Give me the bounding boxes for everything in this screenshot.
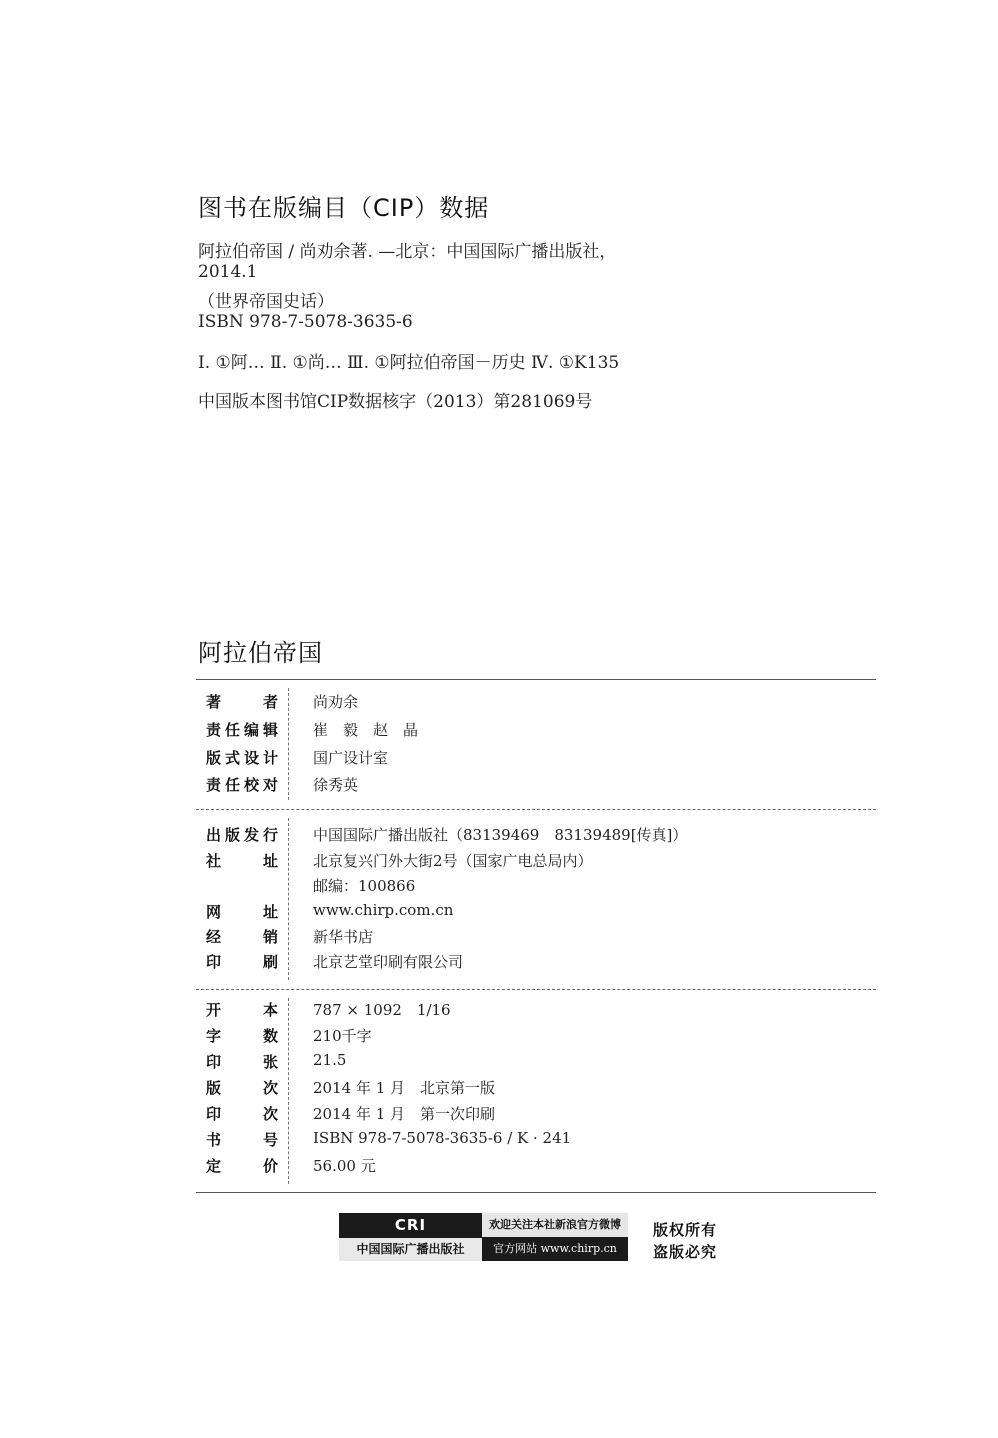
- info-label-char: 号: [262, 1131, 278, 1149]
- info-value: 2014 年 1 月 第一次印刷: [313, 1105, 496, 1123]
- weibo-text: 欢迎关注本社新浪官方微博: [482, 1213, 628, 1237]
- cip-line-record-number: 中国版本图书馆CIP数据核字（2013）第281069号: [198, 392, 593, 412]
- publisher-logo: [339, 1213, 482, 1261]
- info-label-char: 定: [206, 1157, 222, 1175]
- info-label-char: 销: [262, 928, 278, 946]
- info-label-char: 对: [262, 776, 278, 794]
- info-label-char: 著: [206, 693, 222, 711]
- cip-title: 图书在版编目（CIP）数据: [198, 194, 490, 222]
- info-label: [206, 926, 278, 947]
- info-label: [206, 999, 278, 1020]
- info-value: 21.5: [313, 1051, 347, 1069]
- info-label-char: 出: [206, 826, 222, 844]
- info-label: [206, 951, 278, 972]
- info-label-char: 刷: [262, 953, 278, 971]
- info-label-char: 次: [262, 1105, 278, 1123]
- info-label-char: 字: [206, 1027, 222, 1045]
- info-label-char: 张: [262, 1053, 278, 1071]
- info-value: 尚劝余: [313, 693, 359, 711]
- info-label-char: 行: [262, 826, 278, 844]
- info-label-char: 书: [206, 1131, 222, 1149]
- info-label-char: 址: [262, 903, 278, 921]
- info-label: [206, 774, 278, 795]
- info-label-char: 责: [206, 721, 222, 739]
- cip-line-title-author: 阿拉伯帝国 / 尚劝余著. —北京：中国国际广播出版社，: [198, 242, 617, 262]
- info-label: [206, 1025, 278, 1046]
- info-value: 北京艺堂印刷有限公司: [313, 953, 464, 971]
- info-value: 2014 年 1 月 北京第一版: [313, 1079, 496, 1097]
- info-value: 北京复兴门外大街2号（国家广电总局内）: [313, 852, 593, 870]
- info-label-char: 社: [206, 852, 222, 870]
- copyright-notice: 版权所有: [653, 1221, 718, 1239]
- info-value: 210千字: [313, 1027, 372, 1045]
- cip-line-series: （世界帝国史话）: [198, 292, 334, 312]
- publisher-contact-box: [482, 1213, 628, 1261]
- cip-line-date: 2014.1: [198, 262, 258, 282]
- info-label-char: 印: [206, 953, 222, 971]
- cip-line-classification: Ⅰ. ①阿… Ⅱ. ①尚… Ⅲ. ①阿拉伯帝国－历史 Ⅳ. ①K135: [198, 353, 620, 373]
- info-label-char: 址: [262, 852, 278, 870]
- info-value: 崔 毅 赵 晶: [313, 721, 419, 739]
- info-label-char: 网: [206, 903, 222, 921]
- info-label-char: 经: [206, 928, 222, 946]
- info-label-char: 计: [262, 749, 278, 767]
- info-label-char: 次: [262, 1079, 278, 1097]
- info-label: [206, 1051, 278, 1072]
- info-value: 中国国际广播出版社（83139469 83139489[传真]）: [313, 826, 688, 844]
- info-label-char: 发: [243, 826, 259, 844]
- info-label-char: 印: [206, 1053, 222, 1071]
- info-label-char: 版: [206, 1079, 222, 1097]
- info-label: [206, 691, 278, 712]
- cip-line-isbn: ISBN 978-7-5078-3635-6: [198, 312, 413, 332]
- info-label-char: 数: [262, 1027, 278, 1045]
- top-rule: [196, 679, 876, 680]
- info-label: [206, 1155, 278, 1176]
- info-label-char: 者: [262, 693, 278, 711]
- info-label: [206, 1129, 278, 1150]
- info-label: [206, 719, 278, 740]
- info-label-char: 开: [206, 1001, 222, 1019]
- info-label: [206, 824, 278, 845]
- info-label: [206, 901, 278, 922]
- info-label-char: 辑: [262, 721, 278, 739]
- section-divider-1: [196, 809, 876, 810]
- info-label-char: 责: [206, 776, 222, 794]
- info-label: [206, 1103, 278, 1124]
- website-text: 官方网站 www.chirp.cn: [482, 1237, 628, 1261]
- cri-logo-mark: CRI: [394, 1216, 427, 1234]
- info-label-char: 本: [262, 1001, 278, 1019]
- info-label-char: 式: [224, 749, 240, 767]
- publisher-logo-name: 中国国际广播出版社: [339, 1238, 482, 1261]
- section-divider-2: [196, 989, 876, 990]
- info-label-char: 价: [262, 1157, 278, 1175]
- info-value: ISBN 978-7-5078-3635-6 / K · 241: [313, 1129, 572, 1147]
- info-label: [206, 747, 278, 768]
- info-label-char: 任: [224, 721, 240, 739]
- info-label: [206, 1077, 278, 1098]
- piracy-notice: 盗版必究: [653, 1243, 718, 1261]
- column-divider-2: [288, 818, 289, 980]
- book-title: 阿拉伯帝国: [198, 639, 323, 667]
- info-label-char: 任: [224, 776, 240, 794]
- info-label: [206, 850, 278, 871]
- info-label-char: 设: [243, 749, 259, 767]
- info-value: www.chirp.com.cn: [313, 901, 454, 919]
- info-value: 56.00 元: [313, 1157, 376, 1175]
- column-divider-3: [288, 998, 289, 1184]
- info-label-char: 版: [224, 826, 240, 844]
- info-value: 787 × 1092 1/16: [313, 1001, 451, 1019]
- info-value: 新华书店: [313, 928, 374, 946]
- info-value: 邮编：100866: [313, 877, 416, 895]
- bottom-rule: [196, 1192, 876, 1193]
- info-label-char: 编: [243, 721, 259, 739]
- info-label-char: 版: [206, 749, 222, 767]
- info-label-char: 校: [243, 776, 259, 794]
- info-value: 徐秀英: [313, 776, 359, 794]
- info-label-char: 印: [206, 1105, 222, 1123]
- column-divider-1: [288, 688, 289, 800]
- info-value: 国广设计室: [313, 749, 389, 767]
